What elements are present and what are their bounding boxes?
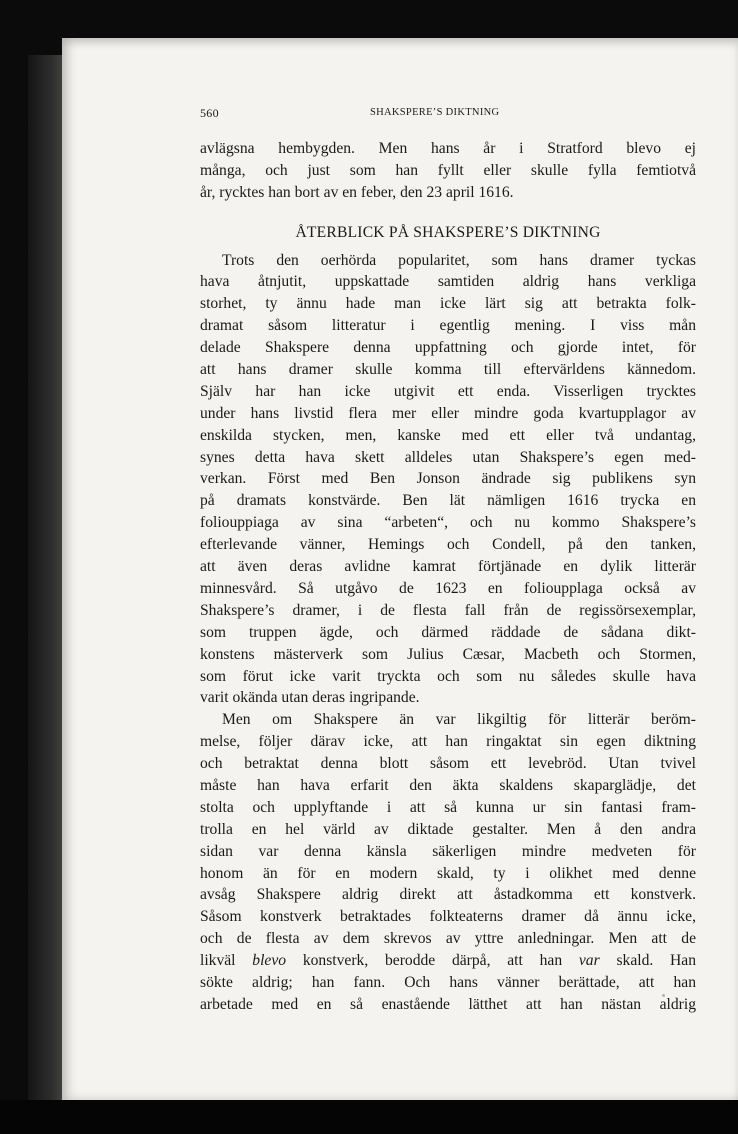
text-line: foliouppiaga av sina “arbeten“, och nu kommo Shakspere’s bbox=[200, 514, 696, 532]
text-line: Shakspere’s dramer, i de flesta fall från de regissörsexemplar, bbox=[200, 601, 696, 619]
text-line: år, rycktes han bort av en feber, den 23 april 1616. bbox=[200, 183, 514, 201]
text-line: sökte aldrig; han fann. Och hans vänner berättade, att han bbox=[200, 973, 696, 991]
text-line: dramat såsom litteratur i egentlig mening. I viss mån bbox=[200, 317, 696, 335]
running-head: SHAKSPERE’S DIKTNING bbox=[370, 107, 500, 118]
emphasis-blevo: blevo bbox=[252, 952, 287, 970]
text-line: att även deras avlidne kamrat förtjänade en dylik litterär bbox=[200, 558, 696, 576]
text-line: under hans livstid flera mer eller mindre goda kvartupplagor av bbox=[200, 404, 696, 422]
text-line: honom än för en modern skald, ty i olikhet med denne bbox=[200, 864, 696, 882]
text-line: stolta och upplyftande i att så kunna ur sin fantasi fram- bbox=[200, 798, 696, 816]
text-line: att hans dramer skulle komma till eftervärldens kännedom. bbox=[200, 361, 696, 379]
text-line: på dramats konstvärde. Ben lät nämligen 1616 trycka en bbox=[200, 492, 696, 510]
text-line: Såsom konstverk betraktades folkteaterns dramer då ännu icke, bbox=[200, 908, 696, 926]
text-line: verkan. Först med Ben Jonson ändrade sig publikens syn bbox=[200, 470, 696, 488]
body-text bbox=[200, 138, 696, 1016]
text-line: Själv har han icke utgivit ett enda. Visserligen trycktes bbox=[200, 382, 696, 400]
text-line: Men om Shakspere än var likgiltig för litterär beröm- bbox=[222, 711, 696, 729]
text-line: som truppen ägde, och därmed räddade de sådana dikt- bbox=[200, 623, 696, 641]
text-line: delade Shakspere denna uppfattning och gjorde intet, för bbox=[200, 339, 696, 357]
text-line: efterlevande vänner, Hemings och Condell, på den tanken, bbox=[200, 536, 696, 554]
text-line: många, och just som han fyllt eller skulle fylla femtiotvå bbox=[200, 161, 696, 179]
text-line: melse, följer därav icke, att han ringaktat sin egen diktning bbox=[200, 733, 696, 751]
text-line: varit okända utan deras ingripande. bbox=[200, 689, 420, 707]
text-line: Trots den oerhörda popularitet, som hans dramer tyckas bbox=[222, 251, 696, 269]
text-line: och betraktat denna blott såsom ett levebröd. Utan tvivel bbox=[200, 755, 696, 773]
text-line: sidan var denna känsla säkerligen mindre medveten för bbox=[200, 842, 696, 860]
text-line: avlägsna hembygden. Men hans år i Stratford blevo ej bbox=[200, 140, 696, 157]
text-line: avsåg Shakspere aldrig direkt att åstadkomma ett konstverk. bbox=[200, 886, 696, 904]
text-run: konstverk, berodde därpå, att han bbox=[286, 952, 579, 970]
text-line: trolla en hel värld av diktade gestalter. Men å den andra bbox=[200, 820, 696, 838]
text-run: skald. Han bbox=[599, 952, 696, 970]
text-line bbox=[200, 950, 696, 972]
section-heading: ÅTERBLICK PÅ SHAKSPERE’S DIKTNING bbox=[295, 223, 601, 241]
text-line: konstens mästerverk som Julius Cæsar, Macbeth och Stormen, bbox=[200, 645, 696, 663]
text-line: som förut icke varit tryckta och som nu således skulle hava bbox=[200, 667, 696, 685]
emphasis-var: var bbox=[578, 952, 600, 970]
text-line: minnesvård. Så utgåvo de 1623 en folioupplaga också av bbox=[200, 579, 696, 597]
text-run: likväl bbox=[200, 952, 253, 970]
text-line: enskilda stycken, men, kanske med ett eller två undantag, bbox=[200, 426, 696, 444]
page-number: 560 bbox=[200, 106, 219, 120]
text-line: storhet, ty ännu hade man icke lärt sig att betrakta folk- bbox=[200, 295, 696, 313]
text-line: arbetade med en så enastående lätthet att han nästan aldrig bbox=[200, 995, 696, 1013]
text-line: och de flesta av dem skrevos av yttre anledningar. Men att de bbox=[200, 930, 696, 948]
text-line: hava åtnjutit, uppskattade samtiden aldrig hans verkliga bbox=[200, 273, 696, 291]
text-line: synes detta hava skett alldeles utan Shakspere’s egen med- bbox=[200, 448, 696, 466]
scan-border bbox=[0, 1100, 738, 1134]
text-line: måste han hava erfarit den äkta skaldens skaparglädje, det bbox=[200, 776, 696, 794]
